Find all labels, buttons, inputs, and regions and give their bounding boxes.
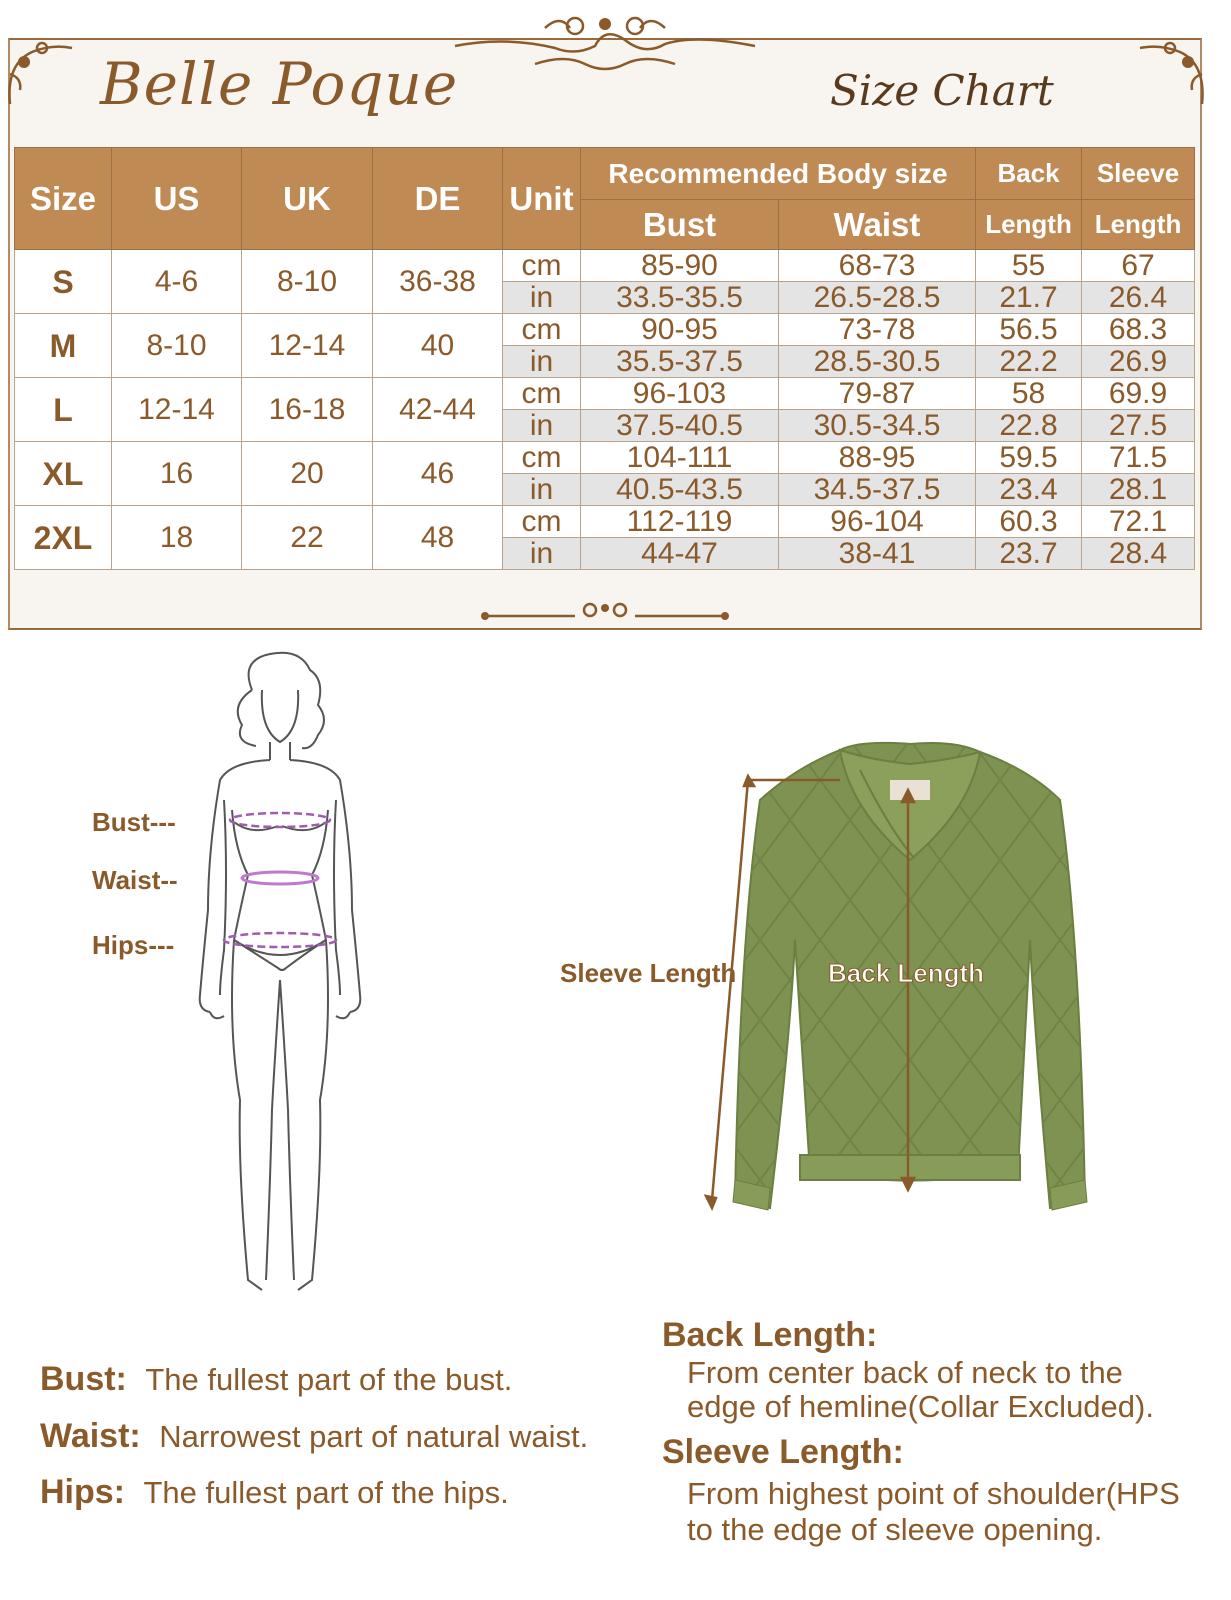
- sleeve-length-line-2: to the edge of sleeve opening.: [687, 1512, 1103, 1547]
- back-length-cell: 56.5: [976, 314, 1082, 346]
- sleeve-length-cell: 28.4: [1082, 538, 1195, 570]
- de-cell: 40: [373, 314, 503, 378]
- header-sleeve-length: Length: [1082, 200, 1195, 250]
- sleeve-length-cell: 71.5: [1082, 442, 1195, 474]
- waist-cell: 30.5-34.5: [779, 410, 976, 442]
- uk-cell: 16-18: [242, 378, 373, 442]
- sleeve-length-cell: 72.1: [1082, 506, 1195, 538]
- size-table: [14, 147, 1195, 570]
- sleeve-length-cell: 69.9: [1082, 378, 1195, 410]
- table-body: [15, 250, 1195, 570]
- unit-cell: in: [503, 474, 581, 506]
- waist-cell: 26.5-28.5: [779, 282, 976, 314]
- table-row: [15, 250, 1195, 282]
- waist-cell: 34.5-37.5: [779, 474, 976, 506]
- header-uk: UK: [242, 148, 373, 250]
- back-length-cell: 60.3: [976, 506, 1082, 538]
- bust-term: Bust:: [40, 1360, 127, 1398]
- uk-cell: 12-14: [242, 314, 373, 378]
- waist-text: Narrowest part of natural waist.: [159, 1419, 589, 1454]
- sleeve-length-cell: 26.4: [1082, 282, 1195, 314]
- definition-bust: [40, 1360, 512, 1399]
- bust-cell: 104-111: [581, 442, 779, 474]
- back-length-line-2: edge of hemline(Collar Excluded).: [687, 1389, 1154, 1424]
- unit-cell: cm: [503, 442, 581, 474]
- back-length-cell: 58: [976, 378, 1082, 410]
- uk-cell: 8-10: [242, 250, 373, 314]
- waist-cell: 96-104: [779, 506, 976, 538]
- unit-cell: in: [503, 346, 581, 378]
- unit-cell: in: [503, 410, 581, 442]
- bust-cell: 112-119: [581, 506, 779, 538]
- table-row: [15, 378, 1195, 410]
- us-cell: 18: [112, 506, 242, 570]
- unit-cell: cm: [503, 506, 581, 538]
- de-cell: 42-44: [373, 378, 503, 442]
- back-length-cell: 59.5: [976, 442, 1082, 474]
- header-size: Size: [15, 148, 112, 250]
- back-length-cell: 23.7: [976, 538, 1082, 570]
- uk-cell: 20: [242, 442, 373, 506]
- bust-cell: 90-95: [581, 314, 779, 346]
- size-cell: L: [15, 378, 112, 442]
- header-back: Back: [976, 148, 1082, 200]
- back-length-cell: 21.7: [976, 282, 1082, 314]
- back-length-cell: 22.8: [976, 410, 1082, 442]
- sleeve-length-cell: 28.1: [1082, 474, 1195, 506]
- definition-hips: [40, 1473, 509, 1512]
- waist-term: Waist:: [40, 1417, 141, 1455]
- table-row: [15, 442, 1195, 474]
- hips-label: Hips---: [92, 930, 175, 960]
- unit-cell: cm: [503, 314, 581, 346]
- definition-waist: [40, 1417, 588, 1456]
- bottom-ornament-icon: [475, 596, 735, 632]
- us-cell: 12-14: [112, 378, 242, 442]
- body-figure-icon: [190, 650, 370, 1300]
- hips-term: Hips:: [40, 1473, 125, 1511]
- unit-cell: in: [503, 282, 581, 314]
- size-cell: M: [15, 314, 112, 378]
- header-bust: Bust: [581, 200, 779, 250]
- bust-cell: 44-47: [581, 538, 779, 570]
- waist-cell: 38-41: [779, 538, 976, 570]
- us-cell: 16: [112, 442, 242, 506]
- sleeve-length-line-1: From highest point of shoulder(HPS: [687, 1476, 1180, 1511]
- bust-label: Bust---: [92, 807, 176, 837]
- de-cell: 48: [373, 506, 503, 570]
- table-row: [15, 506, 1195, 538]
- bust-cell: 33.5-35.5: [581, 282, 779, 314]
- chart-title: Size Chart: [830, 66, 1054, 115]
- size-cell: 2XL: [15, 506, 112, 570]
- sleeve-length-label: Sleeve Length: [560, 958, 737, 988]
- corner-ornament-left-icon: [2, 34, 82, 114]
- back-length-line-1: From center back of neck to the: [687, 1355, 1123, 1390]
- brand-logo: Belle Poque: [100, 50, 459, 118]
- de-cell: 36-38: [373, 250, 503, 314]
- sleeve-length-cell: 67: [1082, 250, 1195, 282]
- waist-label: Waist--: [92, 865, 178, 895]
- header-recommended: Recommended Body size: [581, 148, 976, 200]
- hips-text: The fullest part of the hips.: [143, 1475, 509, 1510]
- back-length-label: Back Length: [828, 958, 985, 988]
- us-cell: 4-6: [112, 250, 242, 314]
- sleeve-length-term: Sleeve Length:: [662, 1433, 904, 1471]
- back-length-cell: 22.2: [976, 346, 1082, 378]
- top-ornament-icon: [445, 6, 765, 78]
- sleeve-length-cell: 68.3: [1082, 314, 1195, 346]
- back-length-cell: 55: [976, 250, 1082, 282]
- de-cell: 46: [373, 442, 503, 506]
- sleeve-length-cell: 27.5: [1082, 410, 1195, 442]
- corner-ornament-right-icon: [1130, 34, 1210, 114]
- waist-cell: 28.5-30.5: [779, 346, 976, 378]
- bust-text: The fullest part of the bust.: [145, 1362, 513, 1397]
- header-us: US: [112, 148, 242, 250]
- header-unit: Unit: [503, 148, 581, 250]
- bust-cell: 35.5-37.5: [581, 346, 779, 378]
- bust-cell: 40.5-43.5: [581, 474, 779, 506]
- back-length-term: Back Length:: [662, 1316, 878, 1354]
- sleeve-length-cell: 26.9: [1082, 346, 1195, 378]
- unit-cell: cm: [503, 250, 581, 282]
- size-cell: XL: [15, 442, 112, 506]
- back-length-cell: 23.4: [976, 474, 1082, 506]
- bust-cell: 96-103: [581, 378, 779, 410]
- waist-cell: 73-78: [779, 314, 976, 346]
- table-row: [15, 314, 1195, 346]
- uk-cell: 22: [242, 506, 373, 570]
- header-back-length: Length: [976, 200, 1082, 250]
- unit-cell: cm: [503, 378, 581, 410]
- bust-cell: 37.5-40.5: [581, 410, 779, 442]
- bust-cell: 85-90: [581, 250, 779, 282]
- size-cell: S: [15, 250, 112, 314]
- header-waist: Waist: [779, 200, 976, 250]
- us-cell: 8-10: [112, 314, 242, 378]
- waist-cell: 88-95: [779, 442, 976, 474]
- waist-cell: 68-73: [779, 250, 976, 282]
- unit-cell: in: [503, 538, 581, 570]
- header-de: DE: [373, 148, 503, 250]
- waist-cell: 79-87: [779, 378, 976, 410]
- header-sleeve: Sleeve: [1082, 148, 1195, 200]
